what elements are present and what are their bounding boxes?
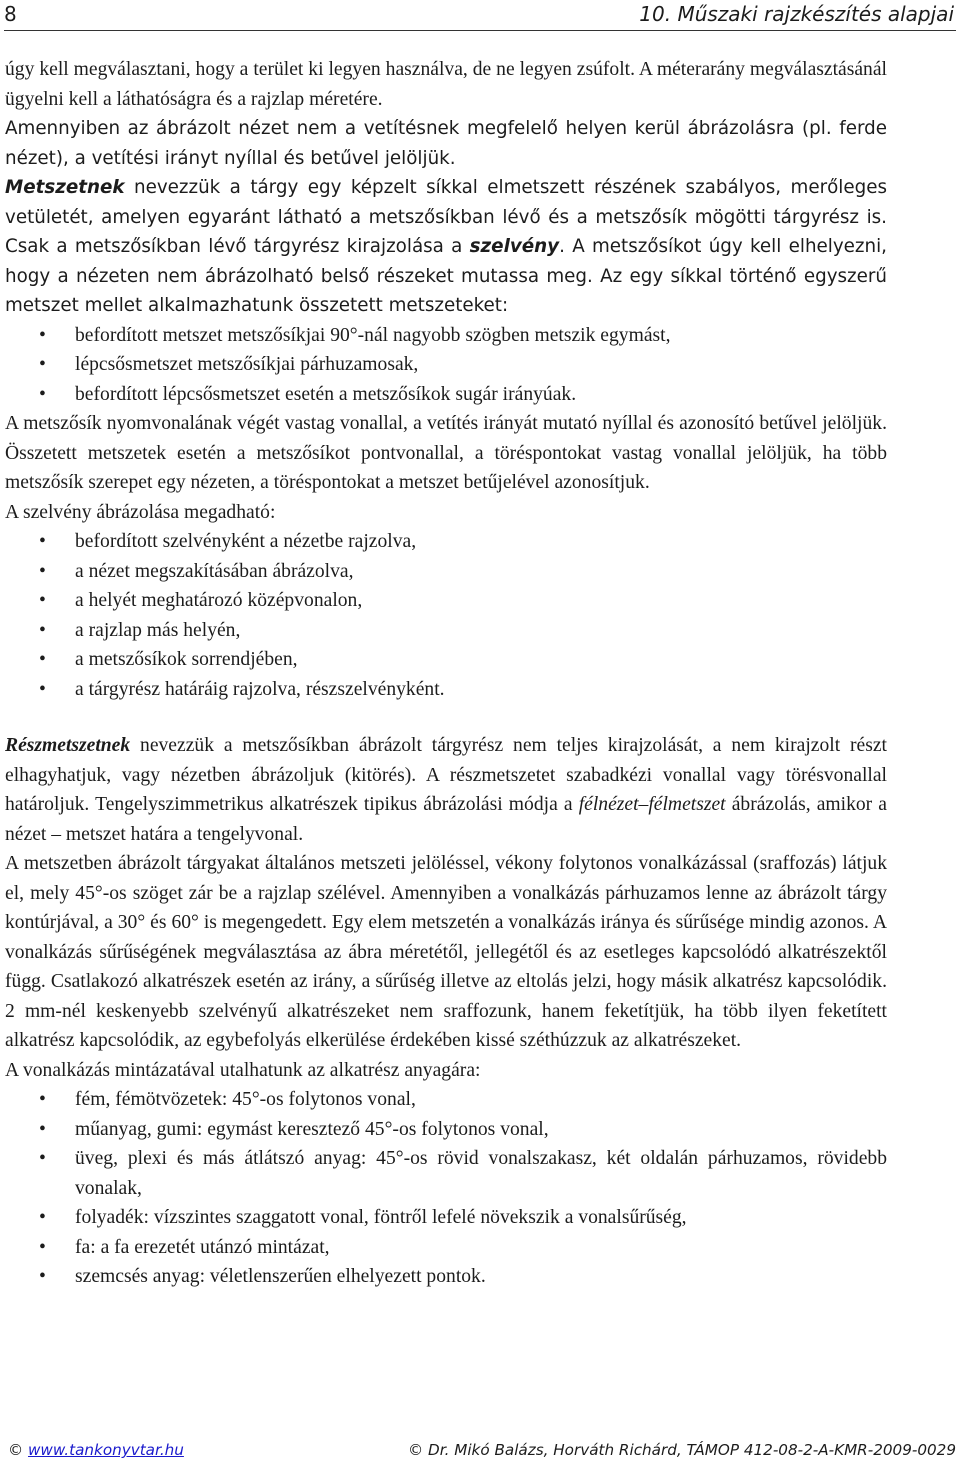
paragraph-3-text-b: . A metszősíkot úgy kell elhelyezni, hogy a nézeten nem ábrázolható belső részeket mutassa meg. Az egy síkkal történő egyszerű metszet mellet alkalmazhatunk összetett metszeteket: xyxy=(5,236,887,316)
page-body xyxy=(5,55,887,1292)
list-item: • befordított metszet metszősíkjai 90°-nál nagyobb szögben metszik egymást, xyxy=(39,324,671,346)
list-item: • lépcsősmetszet metszősíkjai párhuzamosak, xyxy=(39,354,419,375)
bullet-list-hatching-materials xyxy=(5,1085,887,1292)
list-item: • folyadék: vízszintes szaggatott vonal, föntről lefelé növekszik a vonalsűrűség, xyxy=(39,1207,687,1228)
term-reszmetszet: Részmetszetnek xyxy=(5,735,131,756)
list-item: • a rajzlap más helyén, xyxy=(39,619,241,641)
website-link[interactable]: www.tankonyvtar.hu xyxy=(28,1441,184,1459)
paragraph-3 xyxy=(5,173,887,321)
footer-left xyxy=(8,1441,184,1459)
list-item: • szemcsés anyag: véletlenszerűen elhelyezett pontok. xyxy=(39,1266,486,1287)
list-item: • befordított lépcsősmetszet esetén a metszősíkok sugár irányúak. xyxy=(39,383,577,405)
paragraph-3-text-a: nevezzük a tárgy egy képzelt síkkal elmetszett részének szabályos, merőleges vetületét, amelyen egyaránt látható a metszősíkban lévő és a metszősík mögötti tárgyrész is. Csak a metszősíkban lévő tárgyrész kirajzolása a xyxy=(5,177,887,257)
paragraph-7: A metszetben ábrázolt tárgyakat általános metszeti jelöléssel, vékony folytonos vonalkázással (sraffozás) látjuk el, mely 45°-os szöget zár be a rajzlap szélével. Amennyiben a vonalkázás párhuzamos lenne az ábrázolt tárgy kontúrjával, a 30° és 60° is megengedett. Egy elem metszetén a vonalkázás iránya és sűrűsége mindig azonos. A vonalkázás sűrűségének megválasztása az ábra méretétől, jellegétől és az esetleges kapcsolódó alkatrészektől függ. Csatlakozó alkatrészek esetén az irány, a sűrűség illetve az eltolás jelzi, hogy másik alkatrész kapcsolódik. 2 mm-nél keskenyebb szelvényű alkatrészeket nem sraffozunk, hanem feketítjük, ha több ilyen feketített alkatrész kapcsolódik, az egybefolyás elkerülése érdekében kissé széthúzzuk az alkatrészeket. xyxy=(5,853,887,1051)
list-item: • befordított szelvényként a nézetbe rajzolva, xyxy=(39,531,417,552)
paragraph-4: A metszősík nyomvonalának végét vastag vonallal, a vetítés irányát mutató nyíllal és azonosító betűvel jelöljük. Összetett metszetek esetén a metszősíkot pontvonallal, a töréspontokat vastag vonallal jelöljük, ha több metszősík szerepet egy nézeten, a töréspontokat a metszet betűjelével azonosítjuk. xyxy=(5,413,887,493)
list-item: • fém, fémötvözetek: 45°-os folytonos vonal, xyxy=(39,1089,416,1110)
bullet-list-section-display xyxy=(5,527,887,704)
paragraph-1: úgy kell megválasztani, hogy a terület ki legyen használva, de ne legyen zsúfolt. A méterarány megválasztásánál ügyelni kell a láthatóságra és a rajzlap méretére. xyxy=(5,59,887,110)
chapter-title: 10. Műszaki rajzkészítés alapjai xyxy=(639,2,954,26)
list-item: • üveg, plexi és más átlátszó anyag: 45°-os rövid vonalszakasz, két oldalán párhuzamos, rövidebb vonalak, xyxy=(39,1148,887,1199)
paragraph-5: A szelvény ábrázolása megadható: xyxy=(5,501,276,523)
term-felnezet-felmetszet: félnézet–félmetszet xyxy=(578,794,726,815)
list-item: • a tárgyrész határáig rajzolva, részszelvényként. xyxy=(39,678,445,700)
paragraph-8: A vonalkázás mintázatával utalhatunk az alkatrész anyagára: xyxy=(5,1059,481,1081)
page-header xyxy=(4,0,956,31)
list-item: • műanyag, gumi: egymást keresztező 45°-os folytonos vonal, xyxy=(39,1118,549,1140)
list-item: • a helyét meghatározó középvonalon, xyxy=(39,590,363,611)
term-szelveny: szelvény xyxy=(469,236,560,257)
list-item: • a nézet megszakításában ábrázolva, xyxy=(39,560,354,582)
list-item: • a metszősíkok sorrendjében, xyxy=(39,649,298,670)
paragraph-2: Amennyiben az ábrázolt nézet nem a vetítésnek megfelelő helyen kerül ábrázolásra (pl. ferde nézet), a vetítési irányt nyíllal és betűvel jelöljük. xyxy=(5,118,887,169)
paragraph-6: Részmetszetnek nevezzük a metszősíkban ábrázolt tárgyrész nem teljes kirajzolását, a nem kirajzolt részt elhagyhatjuk, vagy nézetben ábrázoljuk (kitörés). A részmetszetet szabadkézi vonallal vagy törésvonallal határoljuk. Tengelyszimmetrikus alkatrészek tipikus ábrázolási módja a félnézet–félmetszet ábrázolás, amikor a nézet – metszet határa a tengelyvonal. xyxy=(5,735,888,845)
list-item: • fa: a fa erezetét utánzó mintázat, xyxy=(39,1236,330,1258)
footer-copyright: © Dr. Mikó Balázs, Horváth Richárd, TÁMOP 412-08-2-A-KMR-2009-0029 xyxy=(408,1441,956,1459)
page-number: 8 xyxy=(4,2,17,26)
bullet-list-compound-sections xyxy=(5,321,887,410)
copyright-icon: © xyxy=(8,1441,24,1459)
page-footer xyxy=(8,1437,956,1463)
term-metszet: Metszetnek xyxy=(5,177,125,198)
